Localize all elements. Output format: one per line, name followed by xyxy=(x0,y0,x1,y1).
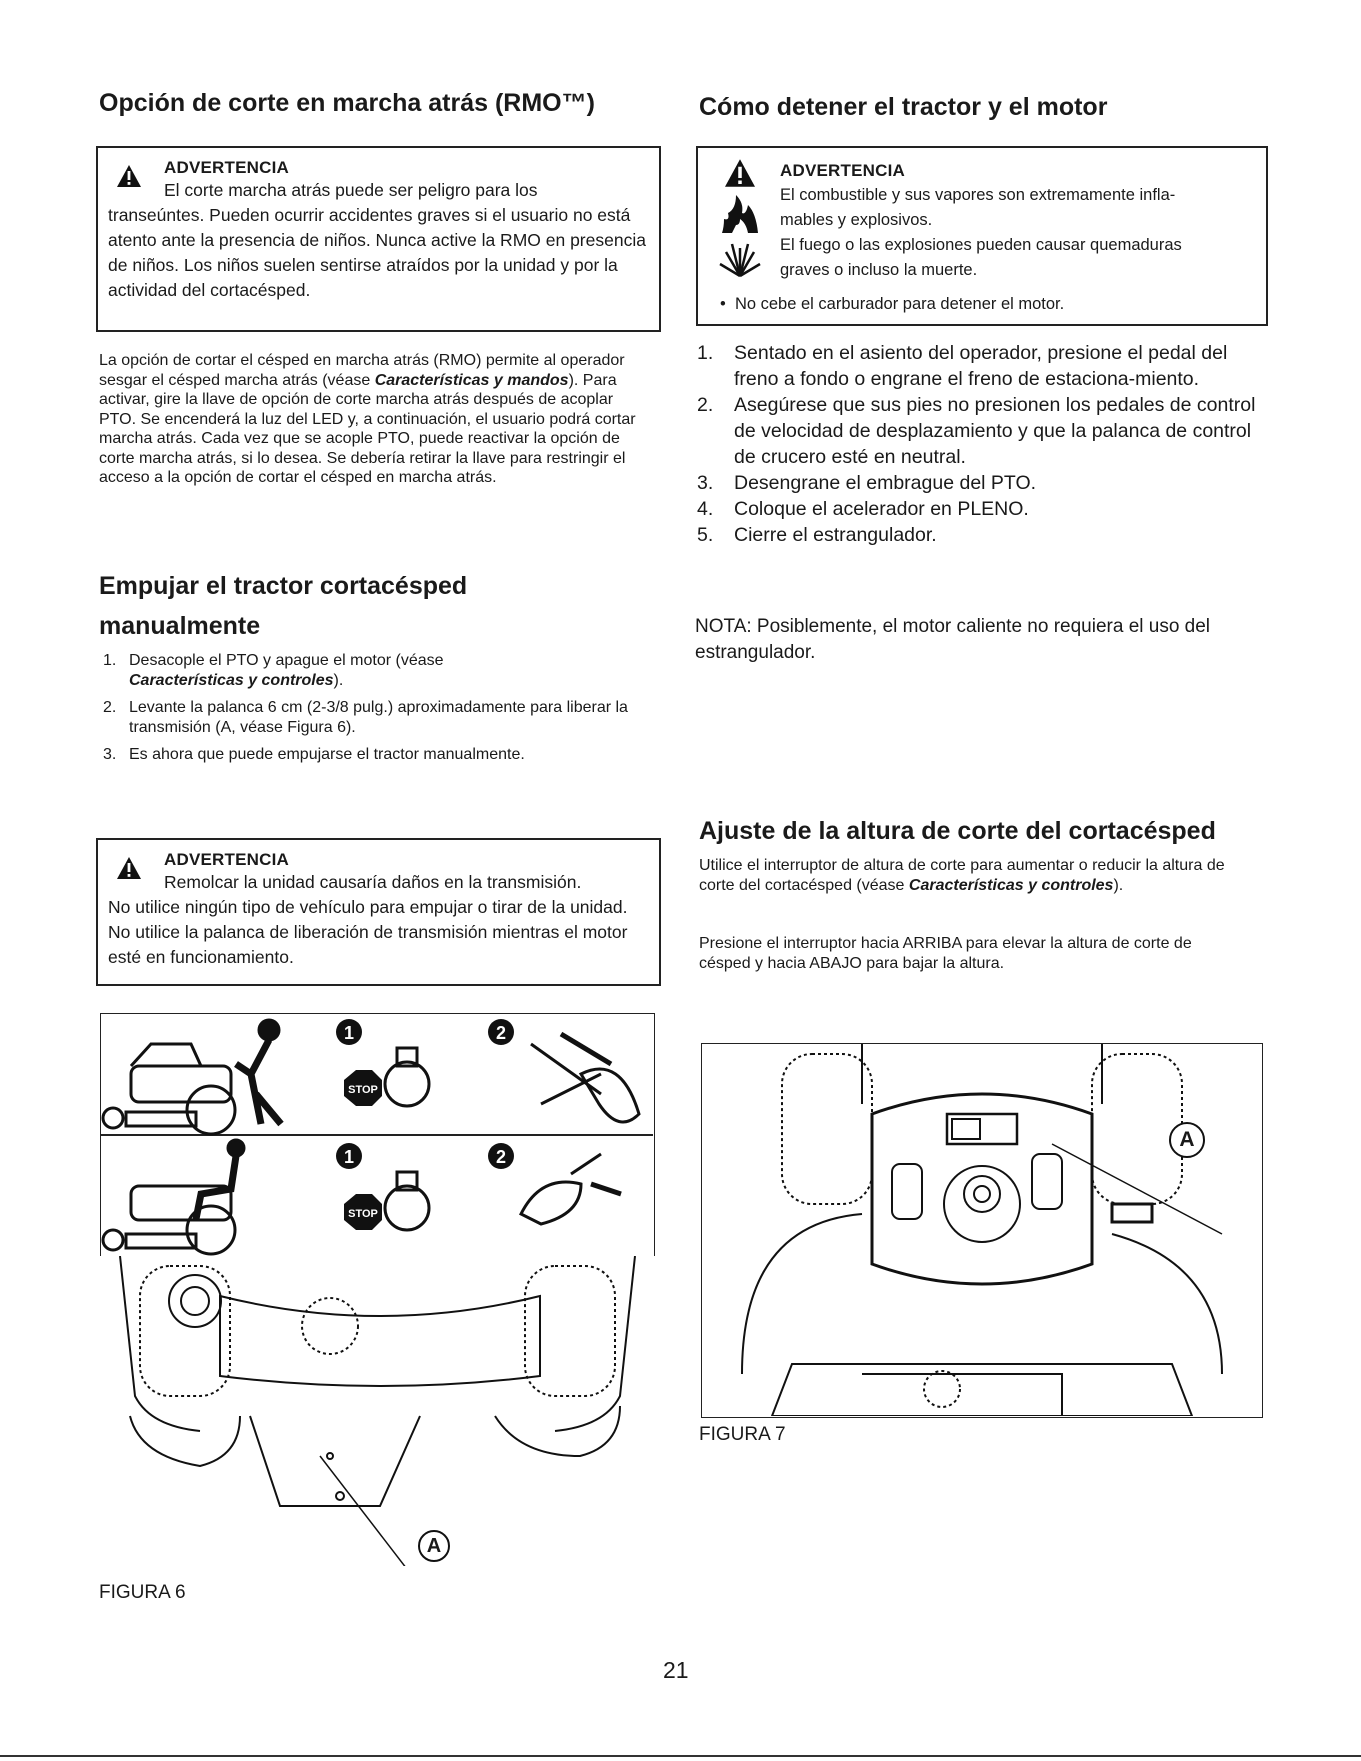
fire-hazard-icon xyxy=(718,193,762,235)
height-paragraph-2: Presione el interruptor hacia ARRIBA para elevar la altura de corte de césped y hacia ABAJO para bajar la altura. xyxy=(699,935,1192,972)
rmo-paragraph xyxy=(99,351,644,488)
step-text: Desengrane el embrague del PTO. xyxy=(734,472,1037,494)
stop-steps-list xyxy=(695,340,1265,548)
warning-box-rmo xyxy=(96,146,661,332)
push-step xyxy=(99,651,639,690)
stop-step xyxy=(695,392,1265,470)
warning-title: ADVERTENCIA xyxy=(164,158,289,177)
push-tractor-illustration xyxy=(103,1020,281,1134)
stop-step xyxy=(695,522,1265,548)
warning-text: No utilice ningún tipo de vehículo para empujar o tirar de la unidad. No utilice la palanca de liberación de transmisión mientras el motor esté en funcionamiento. xyxy=(108,897,628,967)
step-2-badge-label: 2 xyxy=(495,1023,507,1043)
step-text: Coloque el acelerador en PLENO. xyxy=(734,498,1029,520)
section-title-stop: Cómo detener el tractor y el motor xyxy=(699,93,1108,121)
step-text: Es ahora que puede empujarse el tractor manualmente. xyxy=(129,746,525,763)
bullet-icon: • xyxy=(720,295,735,313)
push-step xyxy=(99,745,639,765)
warning-text: transeúntes. Pueden ocurrir accidentes graves si el usuario no está atento ante la presencia de niños. Nunca active la RMO en presencia de niños. Los niños suelen sentirse atraídos por la unidad y por la actividad del cortacésped. xyxy=(108,205,646,300)
figure-7-panel xyxy=(701,1043,1263,1418)
warning-line: graves o incluso la muerte. xyxy=(780,261,978,279)
stop-step xyxy=(695,470,1265,496)
transmission-underside-diagram xyxy=(100,1256,655,1566)
step-number: 5. xyxy=(697,524,714,546)
section-title-push-line2: manualmente xyxy=(99,612,261,640)
step-number: 2. xyxy=(103,699,117,716)
warning-bullet xyxy=(710,295,1254,314)
callout-a-figure7: A xyxy=(1169,1122,1205,1158)
release-lever-icon xyxy=(521,1154,621,1224)
step-text: Cierre el estrangulador. xyxy=(734,524,937,546)
stop-note: NOTA: Posiblemente, el motor caliente no requiera el uso del estrangulador. xyxy=(695,616,1211,663)
warning-line: El fuego o las explosiones pueden causar quemaduras xyxy=(780,236,1182,254)
rmo-paragraph-text-cont: ). Para activar, gire la llave de opción de corte marcha atrás después de acoplar PTO. Se encenderá la luz del LED y, a continuación, el usuario podrá cortar marcha atrás. Cada vez que se acople PTO, puede reactivar la opción de corte marcha atrás, si lo desea. Se debería retirar la llave para restringir el acceso a la opción de cortar el césped en marcha atrás. xyxy=(99,371,636,486)
warning-box-towing xyxy=(96,838,661,986)
warning-first-line: Remolcar la unidad causaría daños en la transmisión. xyxy=(164,872,582,892)
push-step xyxy=(99,698,639,737)
step-number: 2. xyxy=(697,394,714,416)
step-text-after: ). xyxy=(333,671,344,689)
step-text: Sentado en el asiento del operador, presione el pedal del freno a fondo o engrane el freno de estaciona-miento. xyxy=(734,342,1228,390)
ignition-key-icon xyxy=(385,1062,429,1106)
step-number: 3. xyxy=(103,746,117,763)
stop-sign-label: STOP xyxy=(348,1208,378,1220)
page-bottom-rule xyxy=(0,1755,1361,1757)
stop-step xyxy=(695,496,1265,522)
page-number: 21 xyxy=(663,1657,689,1683)
rmo-paragraph-reference: Características y mandos xyxy=(374,371,569,389)
tractor-release-diagram xyxy=(101,1014,653,1256)
figure-6-underside xyxy=(100,1256,655,1566)
step-number: 4. xyxy=(697,498,714,520)
height-paragraph-text-after: ). xyxy=(1113,876,1124,894)
callout-a-figure6: A xyxy=(418,1530,450,1562)
warning-triangle-icon xyxy=(116,856,142,880)
dashboard-height-switch-diagram xyxy=(702,1044,1261,1416)
warning-line: El combustible y sus vapores son extremamente infla- xyxy=(780,186,1176,204)
stop-step xyxy=(695,340,1265,392)
warning-box-fuel xyxy=(696,146,1268,326)
section-title-rmo: Opción de corte en marcha atrás (RMO™) xyxy=(99,89,595,117)
step-reference: Características y controles xyxy=(129,671,334,689)
figure-7-caption: FIGURA 7 xyxy=(699,1424,786,1445)
warning-triangle-icon xyxy=(116,164,142,188)
rmo-paragraph-text: La opción de cortar el césped en marcha atrás (RMO) permite al operador sesgar el césped marcha atrás (véase xyxy=(99,352,625,389)
step-number: 1. xyxy=(103,652,117,669)
step-1-badge-label: 1 xyxy=(343,1147,355,1167)
height-paragraph-text: Utilice el interruptor de altura de corte para aumentar o reducir la altura de corte del cortacésped (véase xyxy=(699,857,1225,894)
warning-line: mables y explosivos. xyxy=(780,211,933,229)
push-steps-list xyxy=(99,651,639,773)
release-lever-icon xyxy=(531,1034,639,1122)
section-title-height: Ajuste de la altura de corte del cortacésped xyxy=(699,817,1216,845)
section-title-push-line1: Empujar el tractor cortacésped xyxy=(99,572,468,600)
figure-6-caption: FIGURA 6 xyxy=(99,1582,186,1603)
step-number: 1. xyxy=(697,342,714,364)
warning-title: ADVERTENCIA xyxy=(164,850,289,869)
seated-tractor-illustration xyxy=(103,1140,244,1254)
warning-bullet-text: No cebe el carburador para detener el motor. xyxy=(734,295,1065,313)
warning-title: ADVERTENCIA xyxy=(780,161,905,180)
step-2-badge-label: 2 xyxy=(495,1147,507,1167)
step-text: Levante la palanca 6 cm (2-3/8 pulg.) aproximadamente para liberar la transmisión (A, véase Figura 6). xyxy=(129,699,628,736)
step-text: Asegúrese que sus pies no presionen los pedales de control de velocidad de desplazamiento y que la palanca de control de crucero esté en neutral. xyxy=(734,394,1256,468)
figure-6-top-panels xyxy=(100,1013,655,1256)
warning-triangle-icon xyxy=(720,158,760,188)
warning-first-line: El corte marcha atrás puede ser peligro para los xyxy=(164,180,538,200)
height-paragraph-reference: Características y controles xyxy=(908,876,1114,894)
step-text: Desacople el PTO y apague el motor (véase xyxy=(129,652,444,669)
height-paragraph-1 xyxy=(699,856,1244,895)
stop-sign-label: STOP xyxy=(348,1084,378,1096)
step-number: 3. xyxy=(697,472,714,494)
explosion-hazard-icon xyxy=(718,240,762,278)
ignition-key-icon xyxy=(385,1186,429,1230)
step-1-badge-label: 1 xyxy=(343,1023,355,1043)
warning-icons xyxy=(710,158,780,283)
section-title-push xyxy=(99,566,659,646)
